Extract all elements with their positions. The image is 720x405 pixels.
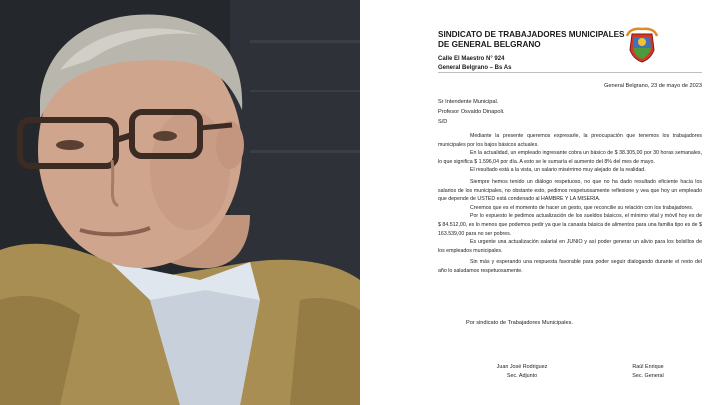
signer-name: Juan José Rodriguez: [496, 364, 548, 370]
paragraph-5: Creemos que es el momento de hacer un gesto, que reconcilie su relación con los trabajadores.: [470, 204, 694, 211]
union-letter: [360, 0, 720, 405]
paragraph-3: El resultado está a la vista, un salario misérrimo muy alejado de la realidad.: [470, 167, 646, 174]
recipient-line-2: Profesor Osvaldo Dinapoli.: [438, 109, 505, 115]
recipient-block: [438, 97, 638, 127]
paragraph-1: Mediante la presente queremos expresarle, la preocupación que tenemos los trabajadores municipales por los bajos básicos actuales.: [438, 133, 702, 148]
letter-body: [438, 132, 702, 276]
letterhead-address: [438, 55, 638, 73]
paragraph-4: Siempre hemos tenido un diálogo respetuoso, no que no ha dado resultado eficiente hacia los salarios de los municipales, no obstante esto, pedimos respetuosamente reflexione y vea que hoy un empleado que depende de USTED está condenado al HAMBRE Y LA MISERIA.: [438, 178, 702, 203]
letterhead-line-1: SINDICATO DE TRABAJADORES MUNICIPALES: [438, 30, 625, 39]
signer-role: Sec. Adjunto: [506, 373, 538, 379]
address-line-1: Calle El Maestro N° 924: [438, 56, 505, 62]
address-line-2: General Belgrano – Bs As: [438, 65, 512, 71]
letterhead-line-2: DE GENERAL BELGRANO: [438, 40, 541, 49]
paragraph-2: En la actualidad, un empleado ingresante cobra un básico de $ 38.305,00 por 30 horas semanales, lo que significa $ 1.596,04 por día. A esto se le sumaría el aumento del 8% del mes de mayo.: [438, 150, 702, 165]
signer-name: Raúl Enrique: [632, 364, 664, 370]
letterhead-title: [438, 30, 626, 50]
paragraph-6: Por lo expuesto le pedimos actualización de los sueldos básicos, el mínimo vital y móvil hoy es de $ 84.512,00, es lo menos que podemos pedir ya que la canasta básica de alimentos para una familia tipo es de $ 163.539,00 para no ser pobres.: [438, 213, 702, 237]
signature-adjunto: [462, 363, 582, 381]
paragraph-8: Sin más y esperando una respuesta favorable para poder seguir dialogando durante el resto del año lo saludamos respetuosamente.: [438, 259, 702, 274]
signature-intro: Por sindicato de Trabajadores Municipales.: [466, 320, 573, 326]
paragraph-7: Es urgente una actualización salarial en JUNIO y así poder generar un alivio para los bolsillos de los empleados municipales.: [438, 239, 702, 254]
recipient-line-3: S/D: [438, 119, 448, 125]
municipal-coat-of-arms-icon: [623, 26, 661, 64]
letter-date: General Belgrano, 23 de mayo de 2023: [604, 83, 702, 89]
signature-general: [588, 363, 708, 381]
header-divider: [438, 72, 702, 73]
signer-role: Sec. General: [632, 373, 664, 379]
recipient-line-1: Sr Intendente Municipal.: [438, 99, 499, 105]
